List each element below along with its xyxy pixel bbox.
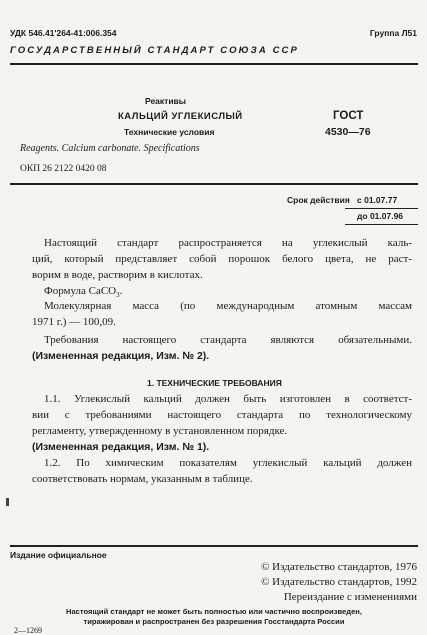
clause-1-1-line: регламенту, утвержденному в установленном порядке. xyxy=(32,425,288,437)
amendment-1-note: (Измененная редакция, Изм. № 1). xyxy=(32,441,210,453)
page-code: 2—1269 xyxy=(14,626,42,635)
clause-1-2-line: 1.2. По химическим показателям углекислый кальций должен xyxy=(44,457,412,469)
clause-1-1-line: 1.1. Углекислый кальций должен быть изготовлен в соответст- xyxy=(44,393,412,405)
chemical-formula: Формула CaCO$_3$. xyxy=(44,285,123,300)
section-heading: 1. ТЕХНИЧЕСКИЕ ТРЕБОВАНИЯ xyxy=(147,378,282,388)
reproduction-notice-line: Настоящий стандарт не может быть полностью или частично воспроизведен, xyxy=(65,607,363,616)
copyright-1976: © Издательство стандартов, 1976 xyxy=(261,561,417,573)
validity-rule-2 xyxy=(345,224,418,225)
product-name: КАЛЬЦИЙ УГЛЕКИСЛЫЙ xyxy=(118,111,243,122)
amendment-2-note: (Измененная редакция, Изм. № 2). xyxy=(32,350,210,362)
mandatory-note: Требования настоящего стандарта являются обязательными. xyxy=(44,334,412,346)
footer-rule xyxy=(10,545,418,547)
official-edition-label: Издание официальное xyxy=(10,550,107,560)
gost-number: 4530—76 xyxy=(325,126,371,138)
state-standard-banner: ГОСУДАРСТВЕННЫЙ СТАНДАРТ СОЮЗА ССР xyxy=(10,45,299,56)
copyright-1992: © Издательство стандартов, 1992 xyxy=(261,576,417,588)
clause-1-2-line: соответствовать нормам, указанным в таблице. xyxy=(32,473,253,485)
header-rule xyxy=(10,63,418,65)
validity-to: до 01.07.96 xyxy=(357,211,404,221)
udk-code: УДК 546.41'264-41:006.354 xyxy=(10,28,117,38)
document-subtitle: Технические условия xyxy=(124,127,215,137)
reproduction-notice-line: тиражирован и распространен без разрешения Госстандарта России xyxy=(83,617,345,626)
margin-mark xyxy=(6,498,9,506)
validity-rule-1 xyxy=(345,208,418,209)
clause-1-1-line: вии с требованиями настоящего стандарта по технологическому xyxy=(32,409,412,421)
molecular-mass-line: Молекулярная масса (по международным атомным массам xyxy=(44,300,412,312)
okp-code: ОКП 26 2122 0420 08 xyxy=(20,164,107,174)
intro-line: ций, который представляет собой порошок белого цвета, не раст- xyxy=(32,253,412,265)
gost-label: ГОСТ xyxy=(333,110,364,122)
category-label: Реактивы xyxy=(145,96,187,106)
group-code: Группа Л51 xyxy=(369,28,417,38)
intro-line: ворим в воде, растворим в кислотах. xyxy=(32,269,203,281)
validity-from: с 01.07.77 xyxy=(357,195,398,205)
intro-line: Настоящий стандарт распространяется на углекислый каль- xyxy=(44,237,412,249)
molecular-mass-line: 1971 г.) — 100,09. xyxy=(32,316,116,328)
title-rule xyxy=(10,183,418,185)
reprint-note: Переиздание с изменениями xyxy=(283,591,417,603)
validity-label: Срок действия xyxy=(287,195,350,205)
english-title: Reagents. Calcium carbonate. Specifications xyxy=(20,143,200,154)
